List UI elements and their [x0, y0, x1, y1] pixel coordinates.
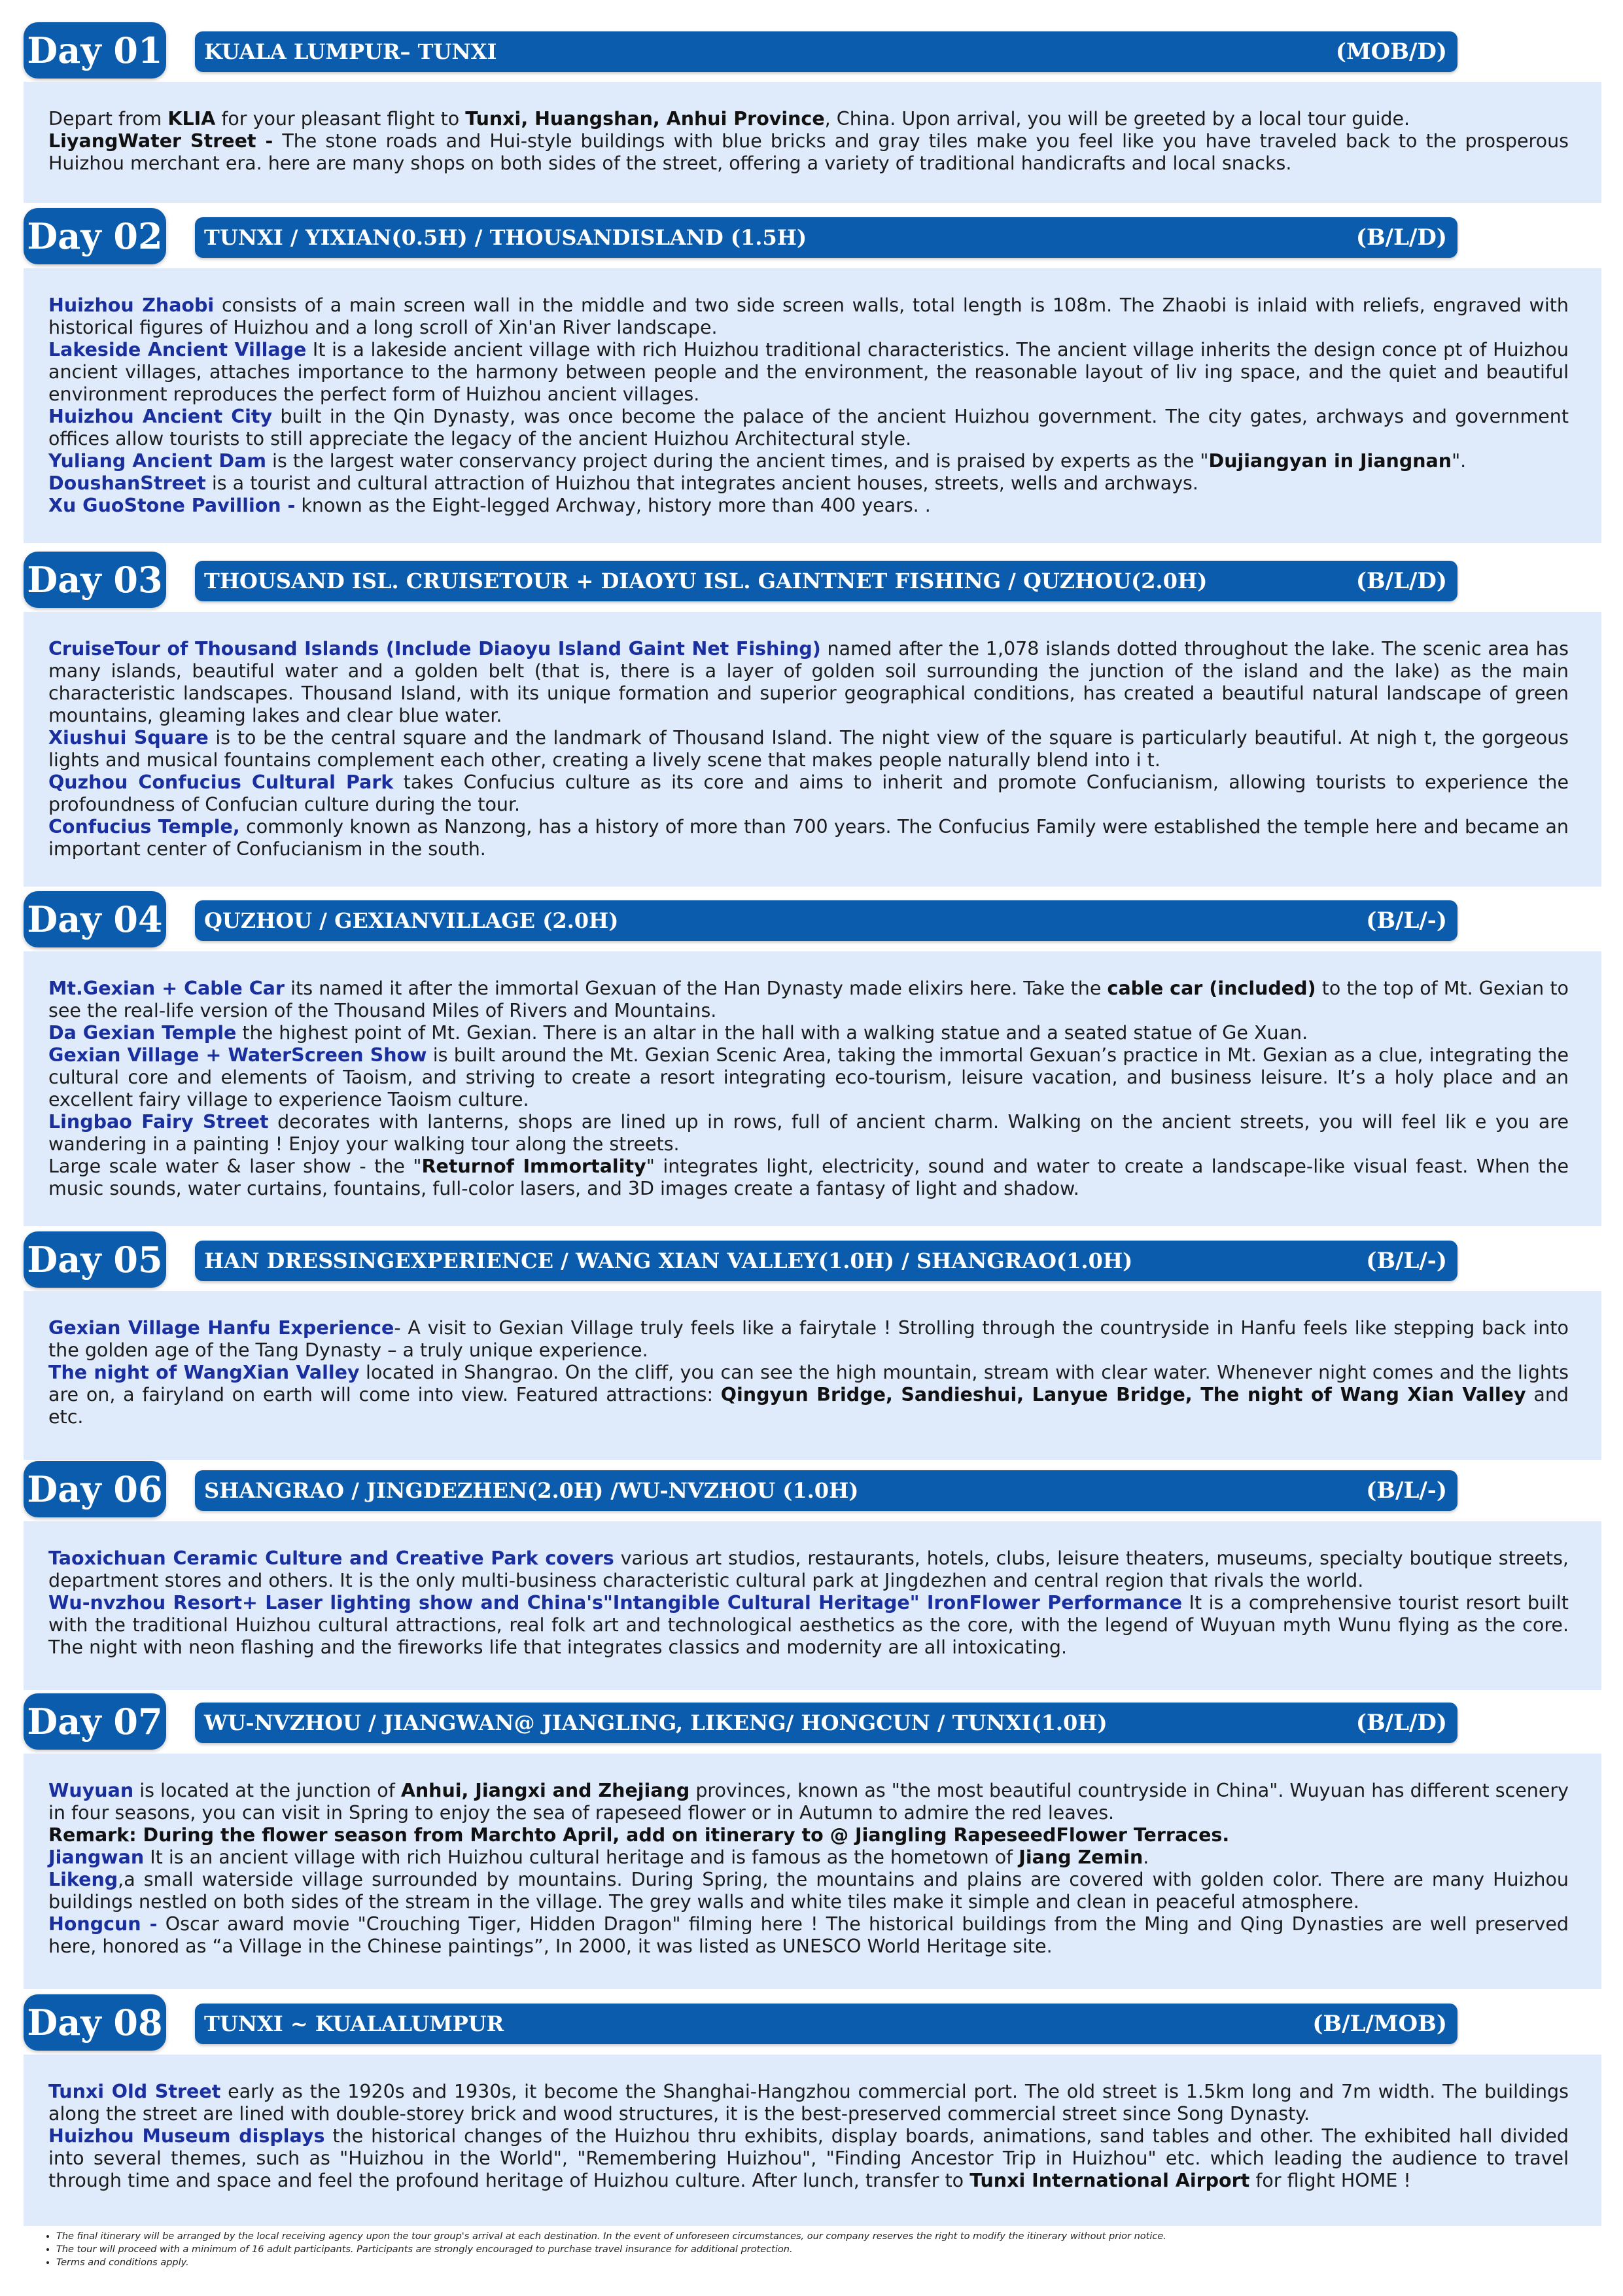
- attraction-name: CruiseTour of Thousand Islands (Include Diaoyu Island Gaint Net Fishing): [48, 638, 821, 660]
- attraction-name: Gexian Village + WaterScreen Show: [48, 1044, 427, 1066]
- body-text: " integrates light, electricity, sound and water to create a landscape-like visual feast. When the music sounds, water curtains, fountains, full-color lasers, and 3D images create a fantasy of light and shadow.: [48, 1156, 1569, 1199]
- body-text: located in Shangrao. On the cliff, you can see the high mountain, stream with clear water. Whenever night comes and the lights are on, a fairyland on earth will come into view. Featured attractions:: [48, 1362, 1569, 1405]
- bold-text: Jiang Zemin: [1019, 1846, 1143, 1868]
- itinerary-paragraph: [48, 1111, 1569, 1156]
- day-07-title-bar: [195, 1703, 1457, 1743]
- bold-text: Returnof Immortality: [421, 1156, 646, 1177]
- itinerary-paragraph: [48, 1913, 1569, 1958]
- footnote-item: • Terms and conditions apply.: [56, 2256, 1600, 2269]
- attraction-name: Taoxichuan Ceramic Culture and Creative Park covers: [48, 1547, 614, 1569]
- bold-text: Anhui, Jiangxi and Zhejiang: [400, 1780, 690, 1801]
- body-text: for flight HOME !: [1249, 2170, 1411, 2191]
- attraction-name: The night of WangXian Valley: [48, 1362, 360, 1383]
- itinerary-paragraph: [48, 1846, 1569, 1869]
- itinerary-paragraph: [48, 1824, 1569, 1846]
- body-text: is to be the central square and the landmark of Thousand Island. The night view of the square is particularly beautiful. At nigh t, the gorgeous lights and musical fountains complement each other, creating a lively scene that makes people naturally blend into i t.: [48, 727, 1569, 771]
- day-07-meals: (B/L/D): [1355, 1710, 1447, 1736]
- itinerary-paragraph: [48, 816, 1569, 860]
- itinerary-paragraph: [48, 339, 1569, 406]
- itinerary-paragraph: [48, 1592, 1569, 1659]
- bold-text: Remark: During the flower season from Marchto April, add on itinerary to @ Jiangling RapeseedFlower Terraces.: [48, 1824, 1230, 1846]
- day-08-route: TUNXI ~ KUALALUMPUR: [204, 2011, 504, 2036]
- day-01-title-bar: [195, 31, 1457, 72]
- itinerary-paragraph: [48, 294, 1569, 339]
- day-01-route: KUALA LUMPUR– TUNXI: [204, 39, 497, 64]
- itinerary-paragraph: [48, 472, 1569, 495]
- day-05-route: HAN DRESSINGEXPERIENCE / WANG XIAN VALLEY(1.0H) / SHANGRAO(1.0H): [204, 1248, 1133, 1273]
- day-04-badge: Day 04: [24, 891, 166, 947]
- body-text: The stone roads and Hui-style buildings with blue bricks and gray tiles make you feel like you have traveled back to the prosperous Huizhou merchant era. here are many shops on both sides of the street, offering a variety of traditional handicrafts and local snacks.: [48, 130, 1569, 174]
- body-text: takes Confucius culture as its core and aims to inherit and promote Confucianism, allowing tourists to experience the profoundness of Confucian culture during the tour.: [48, 771, 1569, 815]
- body-text: provinces, known as "the most beautiful countryside in China". Wuyuan has different scenery in four seasons, you can visit in Spring to enjoy the sea of rapeseed flower or in Autumn to admire the red leaves.: [48, 1780, 1569, 1824]
- bold-text: cable car (included): [1107, 978, 1316, 999]
- body-text: ".: [1452, 450, 1467, 472]
- day-05-title-bar: [195, 1241, 1457, 1281]
- day-03-meals: (B/L/D): [1355, 568, 1447, 594]
- day-04-content: [24, 951, 1601, 1226]
- bold-text: Tunxi, Huangshan, Anhui Province: [465, 108, 825, 130]
- body-text: , China. Upon arrival, you will be greeted by a local tour guide.: [824, 108, 1410, 130]
- day-07-content: [24, 1754, 1601, 1989]
- attraction-name: Da Gexian Temple: [48, 1022, 237, 1044]
- attraction-name: Jiangwan: [48, 1846, 145, 1868]
- body-text: is built around the Mt. Gexian Scenic Area, taking the immortal Gexuan’s practice in Mt. Gexian as a clue, integrating the cultural core and elements of Taoism, and striving to create a resort integrating eco-tourism, leisure vacation, and business leisure. It’s a holy place and an excellent fairy village to experience Taoism culture.: [48, 1044, 1569, 1110]
- day-04-title-bar: [195, 900, 1457, 941]
- day-02-content: [24, 268, 1601, 543]
- body-text: Large scale water & laser show - the ": [48, 1156, 422, 1177]
- day-06-route: SHANGRAO / JINGDEZHEN(2.0H) /WU-NVZHOU (1.0H): [204, 1478, 859, 1503]
- day-02-meals: (B/L/D): [1355, 224, 1447, 251]
- attraction-name: Huizhou Ancient City: [48, 406, 273, 427]
- body-text: decorates with lanterns, shops are lined up in rows, full of ancient charm. Walking on the ancient streets, you will feel lik e you are wandering in a painting ! Enjoy your walking tour along the streets.: [48, 1111, 1569, 1155]
- itinerary-paragraph: [48, 978, 1569, 1022]
- day-01-badge: Day 01: [24, 22, 166, 79]
- body-text: the highest point of Mt. Gexian. There is an altar in the hall with a walking statue and a seated statue of Ge Xuan.: [236, 1022, 1308, 1044]
- itinerary-paragraph: [48, 1044, 1569, 1111]
- day-03-content: [24, 612, 1601, 887]
- body-text: .: [1143, 1846, 1149, 1868]
- bold-text: Dujiangyan in Jiangnan: [1208, 450, 1452, 472]
- attraction-name: Likeng: [48, 1869, 118, 1890]
- attraction-name: Huizhou Zhaobi: [48, 294, 215, 316]
- itinerary-paragraph: [48, 406, 1569, 450]
- attraction-name: DoushanStreet: [48, 472, 206, 494]
- body-text: its named it after the immortal Gexuan of the Han Dynasty made elixirs here. Take the: [284, 978, 1108, 999]
- itinerary-paragraph: [48, 727, 1569, 771]
- day-02-title-bar: [195, 217, 1457, 258]
- day-07-route: WU-NVZHOU / JIANGWAN@ JIANGLING, LIKENG/ HONGCUN / TUNXI(1.0H): [204, 1710, 1108, 1735]
- attraction-name: Hongcun -: [48, 1913, 158, 1935]
- body-text: various art studios, restaurants, hotels, clubs, leisure theaters, museums, specialty boutique streets, department stores and others. It is the only multi-business characteristic cultural park at Jingdezhen and central region that rivals the world.: [48, 1547, 1569, 1591]
- attraction-name: Yuliang Ancient Dam: [48, 450, 266, 472]
- day-04-meals: (B/L/-): [1366, 908, 1447, 934]
- itinerary-paragraph: [48, 771, 1569, 816]
- body-text: is a tourist and cultural attraction of Huizhou that integrates ancient houses, streets, wells and archways.: [205, 472, 1198, 494]
- itinerary-paragraph: [48, 1362, 1569, 1428]
- bold-text: KLIA: [167, 108, 216, 130]
- attraction-name: Quzhou Confucius Cultural Park: [48, 771, 394, 793]
- body-text: - A visit to Gexian Village truly feels like a fairytale ! Strolling through the countryside in Hanfu feels like stepping back into the golden age of the Tang Dynasty – a truly unique experience.: [48, 1317, 1569, 1361]
- day-08-meals: (B/L/MOB): [1312, 2011, 1447, 2037]
- itinerary-paragraph: [48, 1780, 1569, 1824]
- itinerary-paragraph: [48, 1547, 1569, 1592]
- body-text: to the top of Mt. Gexian to see the real-life version of the Thousand Miles of Rivers and Mountains.: [48, 978, 1569, 1021]
- body-text: known as the Eight-legged Archway, history more than 400 years. .: [295, 495, 931, 516]
- day-05-badge: Day 05: [24, 1231, 166, 1288]
- attraction-name: Tunxi Old Street: [48, 2081, 221, 2102]
- attraction-name: Confucius Temple,: [48, 816, 240, 838]
- itinerary-paragraph: [48, 638, 1569, 727]
- itinerary-paragraph: [48, 1869, 1569, 1913]
- day-04-route: QUZHOU / GEXIANVILLAGE (2.0H): [204, 908, 619, 933]
- attraction-name: Huizhou Museum displays: [48, 2125, 325, 2147]
- body-text: Depart from: [48, 108, 168, 130]
- itinerary-paragraph: [48, 130, 1569, 175]
- attraction-name: Xu GuoStone Pavillion -: [48, 495, 296, 516]
- body-text: ,a small waterside village surrounded by mountains. During Spring, the mountains and plains are covered with golden color. There are many Huizhou buildings nestled on both sides of the stream in the village. The grey walls and white tiles make it simple and clean in peaceful atmosphere.: [48, 1869, 1569, 1913]
- day-05-content: [24, 1291, 1601, 1460]
- attraction-name: Wu-nvzhou Resort+ Laser lighting show and China's"Intangible Cultural Heritage" IronFlower Performance: [48, 1592, 1183, 1614]
- itinerary-paragraph: [48, 2125, 1569, 2192]
- day-07-badge: Day 07: [24, 1693, 166, 1750]
- day-03-title-bar: [195, 561, 1457, 601]
- attraction-name: Gexian Village Hanfu Experience: [48, 1317, 394, 1339]
- day-06-meals: (B/L/-): [1366, 1477, 1447, 1504]
- body-text: and etc.: [48, 1384, 1569, 1428]
- bold-text: LiyangWater Street -: [48, 130, 283, 152]
- itinerary-paragraph: [48, 1156, 1569, 1200]
- footnotes: [39, 2230, 1600, 2269]
- body-text: Oscar award movie "Crouching Tiger, Hidden Dragon" filming here ! The historical buildings from the Ming and Qing Dynasties are well preserved here, honored as “a Village in the Chinese paintings”, In 2000, it was listed as UNESCO World Heritage site.: [48, 1913, 1569, 1957]
- day-03-route: THOUSAND ISL. CRUISETOUR + DIAOYU ISL. GAINTNET FISHING / QUZHOU(2.0H): [204, 569, 1208, 593]
- day-06-badge: Day 06: [24, 1461, 166, 1517]
- body-text: It is an ancient village with rich Huizhou cultural heritage and is famous as the hometown of: [144, 1846, 1019, 1868]
- body-text: for your pleasant flight to: [215, 108, 466, 130]
- attraction-name: Wuyuan: [48, 1780, 134, 1801]
- day-08-content: [24, 2055, 1601, 2226]
- day-03-badge: Day 03: [24, 552, 166, 608]
- day-01-content: [24, 82, 1601, 203]
- attraction-name: Mt.Gexian + Cable Car: [48, 978, 285, 999]
- day-06-content: [24, 1521, 1601, 1690]
- attraction-name: Xiushui Square: [48, 727, 209, 749]
- body-text: It is a comprehensive tourist resort built with the traditional Huizhou cultural attractions, real folk art and technological aesthetics as the core, with the legend of Wuyuan myth Wunu flying as the core. The night with neon flashing and the fireworks life that integrates classics and modernity are all intoxicating.: [48, 1592, 1569, 1658]
- day-08-title-bar: [195, 2004, 1457, 2044]
- day-02-route: TUNXI / YIXIAN(0.5H) / THOUSANDISLAND (1.5H): [204, 225, 807, 250]
- body-text: early as the 1920s and 1930s, it become the Shanghai-Hangzhou commercial port. The old street is 1.5km long and 7m width. The buildings along the street are lined with double-storey brick and wood structures, it is the best-preserved commercial street since Song Dynasty.: [48, 2081, 1569, 2125]
- itinerary-paragraph: [48, 1317, 1569, 1362]
- body-text: is the largest water conservancy project during the ancient times, and is praised by experts as the ": [266, 450, 1209, 472]
- itinerary-paragraph: [48, 495, 1569, 517]
- body-text: is located at the junction of: [133, 1780, 401, 1801]
- bold-text: Qingyun Bridge, Sandieshui, Lanyue Bridge, The night of Wang Xian Valley: [720, 1384, 1526, 1405]
- attraction-name: Lingbao Fairy Street: [48, 1111, 269, 1133]
- body-text: named after the 1,078 islands dotted throughout the lake. The scenic area has many islands, beautiful water and a golden belt (that is, there is a layer of golden soil surrounding the junction of the island and the lake) as the main characteristic landscapes. Thousand Island, with its unique formation and superior geographical conditions, has created a beautiful natural landscape of green mountains, gleaming lakes and clear blue water.: [48, 638, 1569, 726]
- footnote-item: • The tour will proceed with a minimum of 16 adult participants. Participants are strongly encouraged to purchase travel insurance for additional protection.: [56, 2243, 1600, 2256]
- body-text: built in the Qin Dynasty, was once become the palace of the ancient Huizhou government. The city gates, archways and government offices allow tourists to still appreciate the legacy of the ancient Huizhou Architectural style.: [48, 406, 1569, 450]
- bold-text: Tunxi International Airport: [969, 2170, 1250, 2191]
- day-05-meals: (B/L/-): [1366, 1248, 1447, 1274]
- itinerary-paragraph: [48, 108, 1569, 130]
- footnote-item: • The final itinerary will be arranged by the local receiving agency upon the tour group's arrival at each destination. In the event of unforeseen circumstances, our company reserves the right to modify the itinerary without prior notice.: [56, 2230, 1600, 2243]
- day-02-badge: Day 02: [24, 208, 166, 264]
- itinerary-paragraph: [48, 1022, 1569, 1044]
- body-text: commonly known as Nanzong, has a history of more than 700 years. The Confucius Family were established the temple here and became an important center of Confucianism in the south.: [48, 816, 1569, 860]
- body-text: the historical changes of the Huizhou thru exhibits, display boards, animations, sand tables and other. The exhibited hall divided into several themes, such as "Huizhou in the World", "Remembering Huizhou", "Finding Ancestor Trip in Huizhou" etc. which leading the audience to travel through time and space and feel the profound heritage of Huizhou culture. After lunch, transfer to: [48, 2125, 1569, 2191]
- day-01-meals: (MOB/D): [1335, 39, 1447, 65]
- body-text: It is a lakeside ancient village with rich Huizhou traditional characteristics. The ancient village inherits the design conce pt of Huizhou ancient villages, attaches importance to the harmony between people and the environment, the reasonable layout of liv ing space, and the quiet and beautiful environment reproduces the perfect form of Huizhou ancient villages.: [48, 339, 1569, 405]
- itinerary-paragraph: [48, 2081, 1569, 2125]
- attraction-name: Lakeside Ancient Village: [48, 339, 307, 361]
- day-08-badge: Day 08: [24, 1994, 166, 2051]
- day-06-title-bar: [195, 1470, 1457, 1511]
- body-text: consists of a main screen wall in the middle and two side screen walls, total length is 108m. The Zhaobi is inlaid with reliefs, engraved with historical figures of Huizhou and a long scroll of Xin'an River landscape.: [48, 294, 1569, 338]
- itinerary-paragraph: [48, 450, 1569, 472]
